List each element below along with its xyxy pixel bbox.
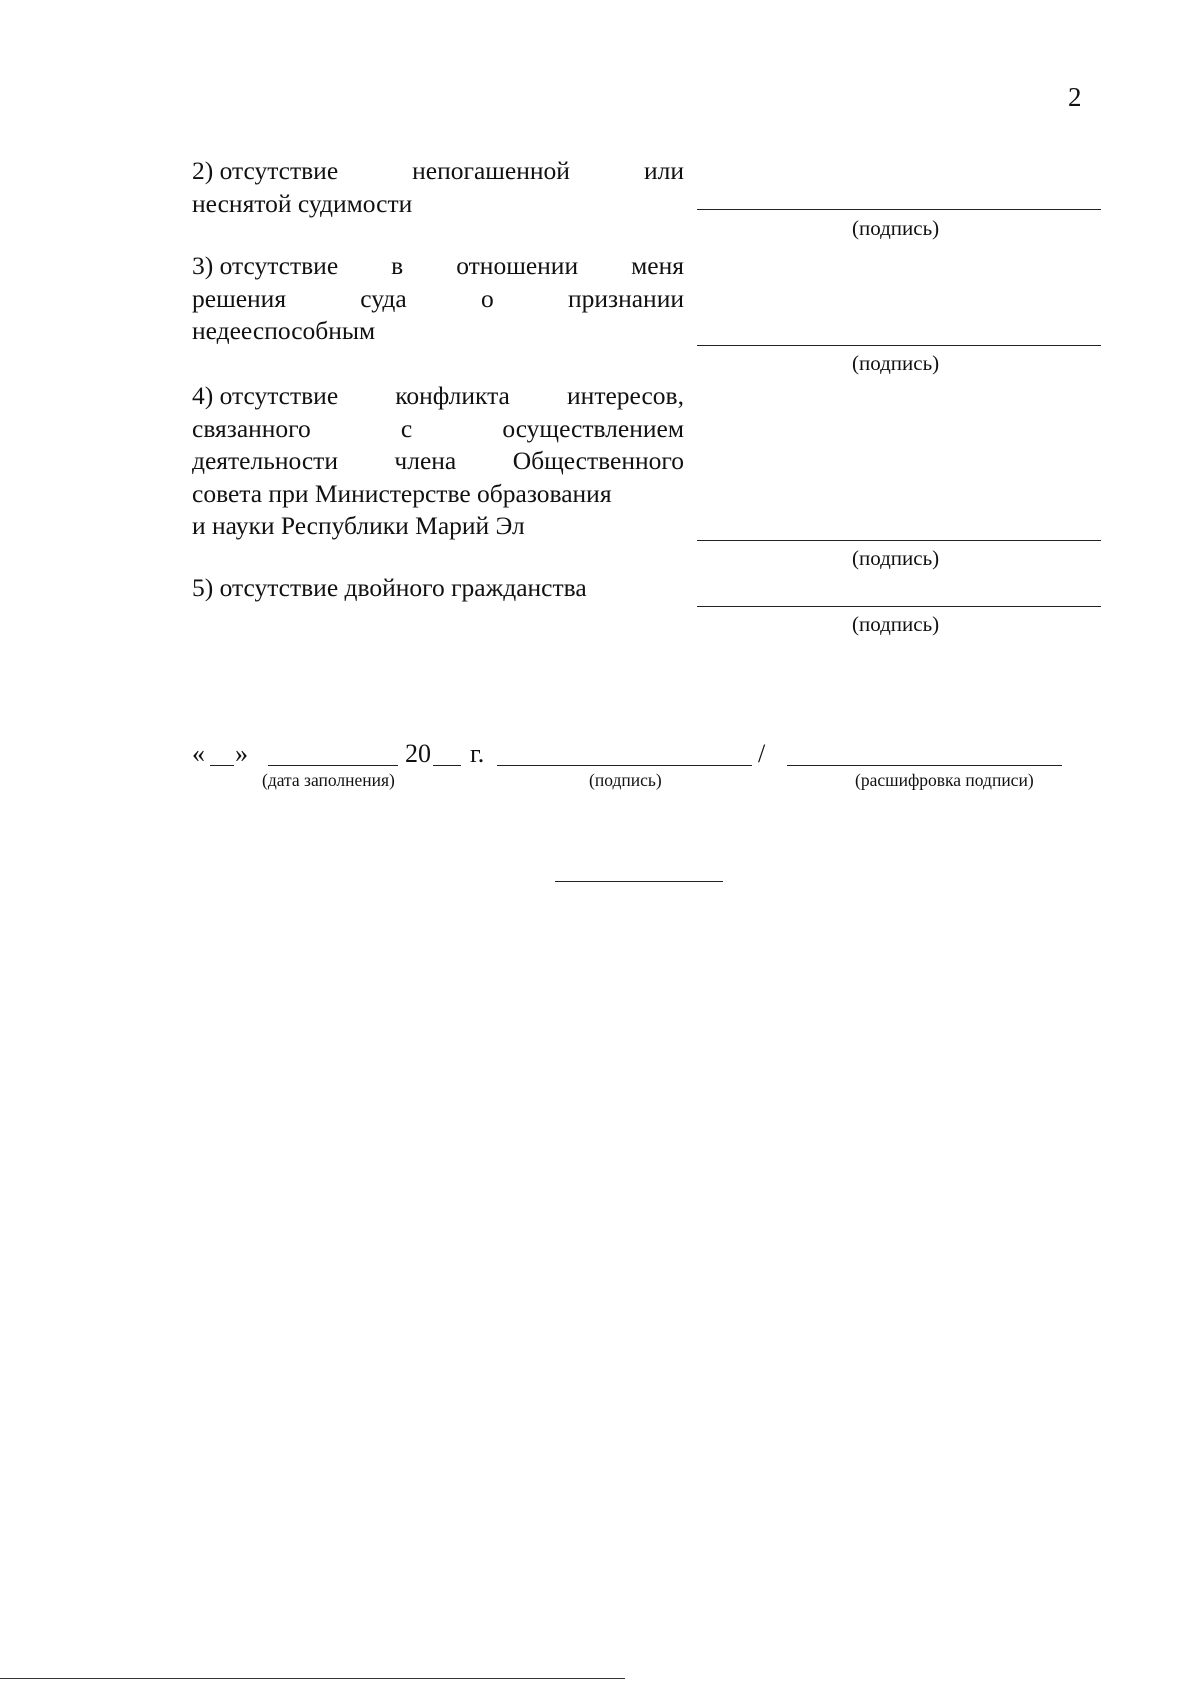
year-prefix: 20 (405, 739, 431, 768)
item-4-signature-caption: (подпись) (852, 546, 940, 570)
decoding-blank-line (787, 765, 1062, 766)
bottom-rule (0, 1678, 625, 1679)
item-2-line-2: неснятой судимости (192, 188, 413, 218)
item-5-text (192, 572, 684, 605)
year-suffix: г. (470, 739, 485, 768)
item-4-line-4: совета при Министерстве образования (192, 478, 612, 508)
item-2-signature-caption: (подпись) (852, 216, 940, 240)
item-4-signature-line (697, 540, 1101, 541)
item-4-line-2: связанного с осуществлением (192, 413, 684, 443)
end-rule (555, 881, 723, 882)
signature-separator: / (758, 739, 766, 768)
month-blank-line (268, 765, 398, 766)
date-close-quote: » (235, 739, 248, 768)
signature-blank-line (497, 765, 752, 766)
date-caption: (дата заполнения) (262, 770, 395, 790)
item-2-line-1: 2) отсутствие непогашенной или (192, 156, 684, 185)
item-3-line-3: недееспособным (192, 316, 376, 345)
signature-caption: (подпись) (589, 770, 662, 790)
item-3-line-2: решения суда о признании (192, 283, 684, 313)
day-blank-line (210, 765, 234, 766)
page-number: 2 (1068, 82, 1082, 112)
item-3-signature-line (697, 345, 1101, 346)
item-3-text (192, 250, 684, 348)
item-5-line-1: 5) отсутствие двойного гражданства (192, 573, 587, 602)
item-3-line-1: 3) отсутствие в отношении меня (192, 251, 684, 280)
item-3-signature-caption: (подпись) (852, 351, 940, 375)
item-4-line-1: 4) отсутствие конфликта интересов, (192, 381, 684, 410)
item-4-line-3: деятельности члена Общественного (192, 446, 684, 475)
item-5-signature-line (697, 606, 1101, 607)
item-4-line-5: и науки Республики Марий Эл (192, 511, 525, 540)
year-blank-line (433, 765, 461, 766)
decoding-caption: (расшифровка подписи) (855, 770, 1034, 790)
item-2-text (192, 155, 684, 220)
item-4-text (192, 380, 684, 543)
item-2-signature-line (697, 209, 1101, 210)
item-5-signature-caption: (подпись) (852, 612, 940, 636)
date-open-quote: « (192, 739, 205, 768)
